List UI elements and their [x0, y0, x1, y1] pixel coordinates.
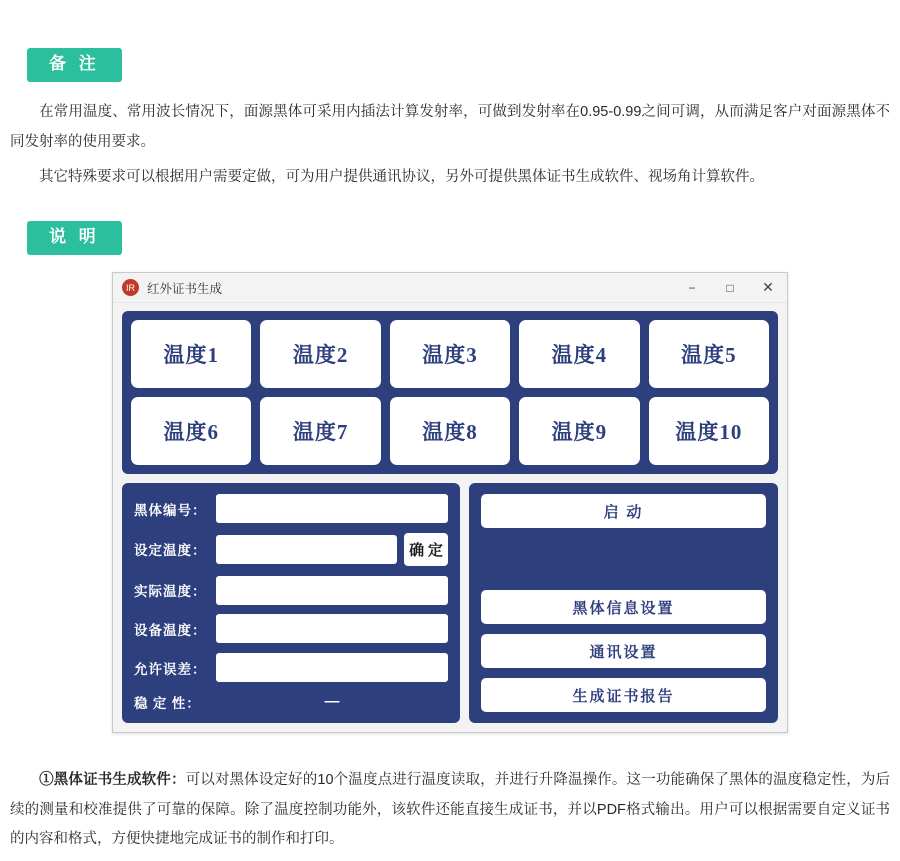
close-icon[interactable]: ✕ — [762, 279, 774, 295]
app-body — [113, 303, 787, 732]
temperature-button-2[interactable]: 温度2 — [260, 320, 380, 388]
title-bar — [113, 273, 787, 303]
action-panel-spacer — [481, 528, 766, 590]
section-tag-remark — [27, 48, 122, 82]
app-window — [112, 272, 788, 733]
temperature-panel — [122, 311, 778, 474]
label-allowed-error: 允许误差： — [134, 661, 207, 677]
value-stability: — — [324, 693, 340, 711]
temperature-row-2 — [131, 397, 769, 465]
section-tag-remark-label: 备 注 — [27, 48, 122, 82]
blackbody-info-settings-button[interactable]: 黑体信息设置 — [481, 590, 766, 624]
temperature-button-8[interactable]: 温度8 — [390, 397, 510, 465]
paragraph-remark-2-text: 其它特殊要求可以根据用户需要定做，可为用户提供通讯协议，另外可提供黑体证书生成软件、视场角计算软件。 — [39, 169, 764, 185]
paragraph-note-1 — [10, 766, 890, 855]
communication-settings-button[interactable]: 通讯设置 — [481, 634, 766, 668]
paragraph-note-1-title: ①黑体证书生成软件： — [39, 772, 186, 788]
temperature-row-1 — [131, 320, 769, 388]
temperature-button-3[interactable]: 温度3 — [390, 320, 510, 388]
label-blackbody-id: 黑体编号： — [134, 502, 207, 518]
start-button[interactable]: 启 动 — [481, 494, 766, 528]
input-set-temperature[interactable] — [216, 535, 397, 564]
window-controls — [673, 273, 787, 302]
label-set-temperature: 设定温度： — [134, 543, 207, 559]
label-actual-temperature: 实际温度： — [134, 584, 207, 600]
temperature-button-6[interactable]: 温度6 — [131, 397, 251, 465]
app-logo-icon: IR — [122, 279, 139, 296]
temperature-button-1[interactable]: 温度1 — [131, 320, 251, 388]
input-actual-temperature[interactable] — [216, 576, 448, 605]
paragraph-remark-1-text: 在常用温度、常用波长情况下，面源黑体可采用内插法计算发射率，可做到发射率在0.95-0.99之间可调，从而满足客户对面源黑体不同发射率的使用要求。 — [10, 104, 890, 150]
lower-section — [122, 483, 778, 723]
label-stability: 稳 定 性： — [134, 695, 201, 711]
temperature-button-9[interactable]: 温度9 — [519, 397, 639, 465]
field-row-set-temperature — [134, 533, 448, 566]
paragraph-remark-1 — [10, 98, 890, 157]
field-row-allowed-error — [134, 653, 448, 682]
maximize-icon[interactable]: □ — [726, 280, 734, 295]
label-device-temperature: 设备温度： — [134, 622, 207, 638]
input-device-temperature[interactable] — [216, 614, 448, 643]
temperature-button-4[interactable]: 温度4 — [519, 320, 639, 388]
temperature-button-7[interactable]: 温度7 — [260, 397, 380, 465]
field-row-actual-temperature — [134, 576, 448, 605]
temperature-button-5[interactable]: 温度5 — [649, 320, 769, 388]
field-row-stability — [134, 692, 448, 712]
generate-certificate-report-button[interactable]: 生成证书报告 — [481, 678, 766, 712]
temperature-button-10[interactable]: 温度10 — [649, 397, 769, 465]
window-title: 红外证书生成 — [147, 281, 223, 296]
input-allowed-error[interactable] — [216, 653, 448, 682]
form-panel — [122, 483, 460, 723]
paragraph-remark-2 — [10, 163, 890, 193]
paragraph-note-1-text: 可以对黑体设定好的10个温度点进行温度读取，并进行升降温操作。这一功能确保了黑体的温度稳定性，为后续的测量和校准提供了可靠的保障。除了温度控制功能外，该软件还能直接生成证书，并以PDF格式输出。用户可以根据需要自定义证书的内容和格式，方便快捷地完成证书的制作和打印。 — [10, 772, 891, 848]
field-row-blackbody-id — [134, 494, 448, 523]
input-blackbody-id[interactable] — [216, 494, 448, 523]
confirm-button[interactable]: 确 定 — [404, 533, 448, 566]
field-row-device-temperature — [134, 614, 448, 643]
section-tag-note-label: 说 明 — [27, 221, 122, 255]
action-panel — [469, 483, 778, 723]
section-tag-note — [27, 221, 122, 255]
minimize-icon[interactable]: − — [688, 280, 696, 295]
